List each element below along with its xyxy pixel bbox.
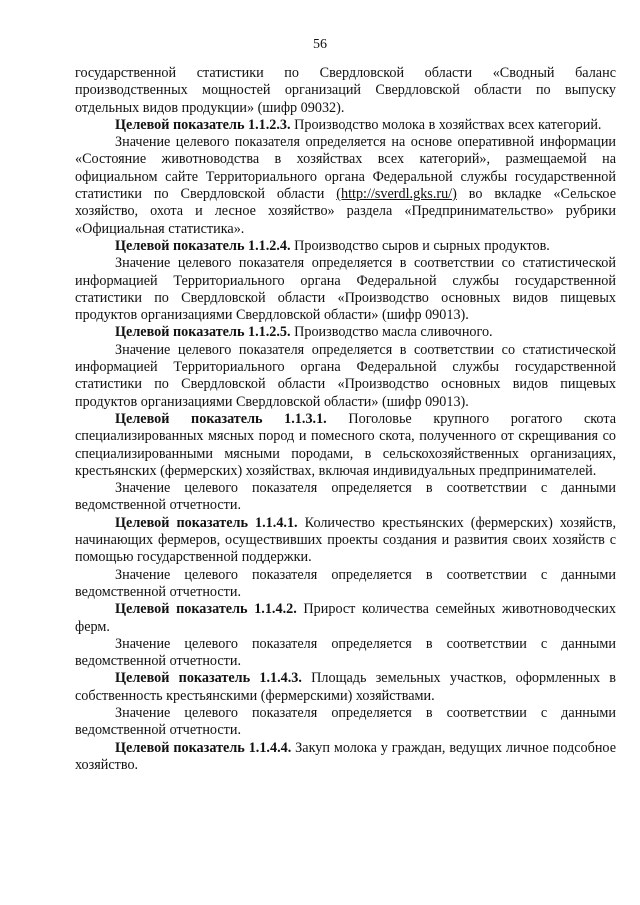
indicator-code: Целевой показатель 1.1.4.2.	[115, 601, 297, 618]
indicator-heading-1-1-2-4	[75, 238, 616, 255]
indicator-title: Производство масла сливочного.	[290, 324, 493, 341]
indicator-code: Целевой показатель 1.1.2.5.	[115, 324, 291, 341]
indicator-heading-1-1-4-4	[75, 740, 616, 775]
indicator-heading-1-1-2-5	[75, 324, 616, 341]
indicator-code: Целевой показатель 1.1.4.3.	[115, 670, 302, 687]
indicator-title: Количество крестьянских (фермерских) хозяйств, начинающих фермеров, осуществивших проекты создания и развития своих хозяйств с помощью государственной поддержки.	[75, 514, 616, 566]
indicator-title: Площадь земельных участков, оформленных в собственность крестьянскими (фермерскими) хозяйствами.	[75, 670, 616, 704]
indicator-description: Значение целевого показателя определяется в соответствии со статистической информацией Территориального органа Федеральной службы государственной статистики по Свердловской области «Производство основных видов пищевых продуктов организациями Свердловской области» (шифр 09013).	[75, 341, 616, 410]
indicator-description: Значение целевого показателя определяется в соответствии с данными ведомственной отчетности.	[75, 480, 616, 514]
website-link[interactable]: (http://sverdl.gks.ru/)	[336, 186, 457, 203]
indicator-code: Целевой показатель 1.1.4.1.	[115, 514, 298, 531]
indicator-description: Значение целевого показателя определяется в соответствии с данными ведомственной отчетности.	[75, 566, 616, 600]
indicator-heading-1-1-4-2	[75, 601, 616, 636]
description-text: во вкладке «Сельское хозяйство, охота и лесное хозяйство» раздела «Предпринимательство» рубрики «Официальная статистика».	[75, 186, 616, 237]
indicator-description: Значение целевого показателя определяется в соответствии с данными ведомственной отчетности.	[75, 635, 616, 670]
indicator-description	[75, 134, 616, 238]
description-text: Значение целевого показателя определяется на основе оперативной информации «Состояние животноводства в хозяйствах всех категорий», размещаемой на официальном сайте Территориального органа Федеральной службы государственной статистики по Свердловской области	[75, 134, 616, 203]
indicator-heading-1-1-3-1	[75, 411, 616, 480]
indicator-description: Значение целевого показателя определяется в соответствии со статистической информацией Территориального органа Федеральной службы государственной статистики по Свердловской области «Производство основных видов пищевых продуктов организациями Свердловской области» (шифр 09013).	[75, 255, 616, 324]
indicator-code: Целевой показатель 1.1.2.3.	[115, 116, 291, 133]
indicator-description: Значение целевого показателя определяется в соответствии с данными ведомственной отчетности.	[75, 704, 616, 739]
indicator-heading-1-1-2-3	[75, 117, 616, 134]
indicator-heading-1-1-4-3	[75, 670, 616, 705]
paragraph-continuation: государственной статистики по Свердловской области «Сводный баланс производственных мощностей организаций Свердловской области по выпуску отдельных видов продукции» (шифр 09032).	[75, 65, 616, 116]
page-number: 56	[313, 37, 327, 52]
indicator-code: Целевой показатель 1.1.4.4.	[115, 739, 292, 756]
indicator-code: Целевой показатель 1.1.3.1.	[115, 410, 327, 427]
indicator-title: Поголовье крупного рогатого скота специализированных мясных пород и помесного скота, полученного от скрещивания со специализированными мясными породами, в сельскохозяйственных организациях, крестьянских (фермерских) хозяйствах, включая индивидуальных предпринимателей.	[75, 410, 616, 479]
indicator-code: Целевой показатель 1.1.2.4.	[115, 237, 291, 254]
indicator-title: Производство молока в хозяйствах всех категорий.	[290, 116, 602, 133]
indicator-title: Производство сыров и сырных продуктов.	[290, 237, 550, 254]
document-body	[75, 65, 616, 774]
indicator-title: Прирост количества семейных животноводческих ферм.	[75, 601, 616, 635]
indicator-title: Закуп молока у граждан, ведущих личное подсобное хозяйство.	[75, 739, 617, 773]
indicator-heading-1-1-4-1	[75, 515, 616, 567]
